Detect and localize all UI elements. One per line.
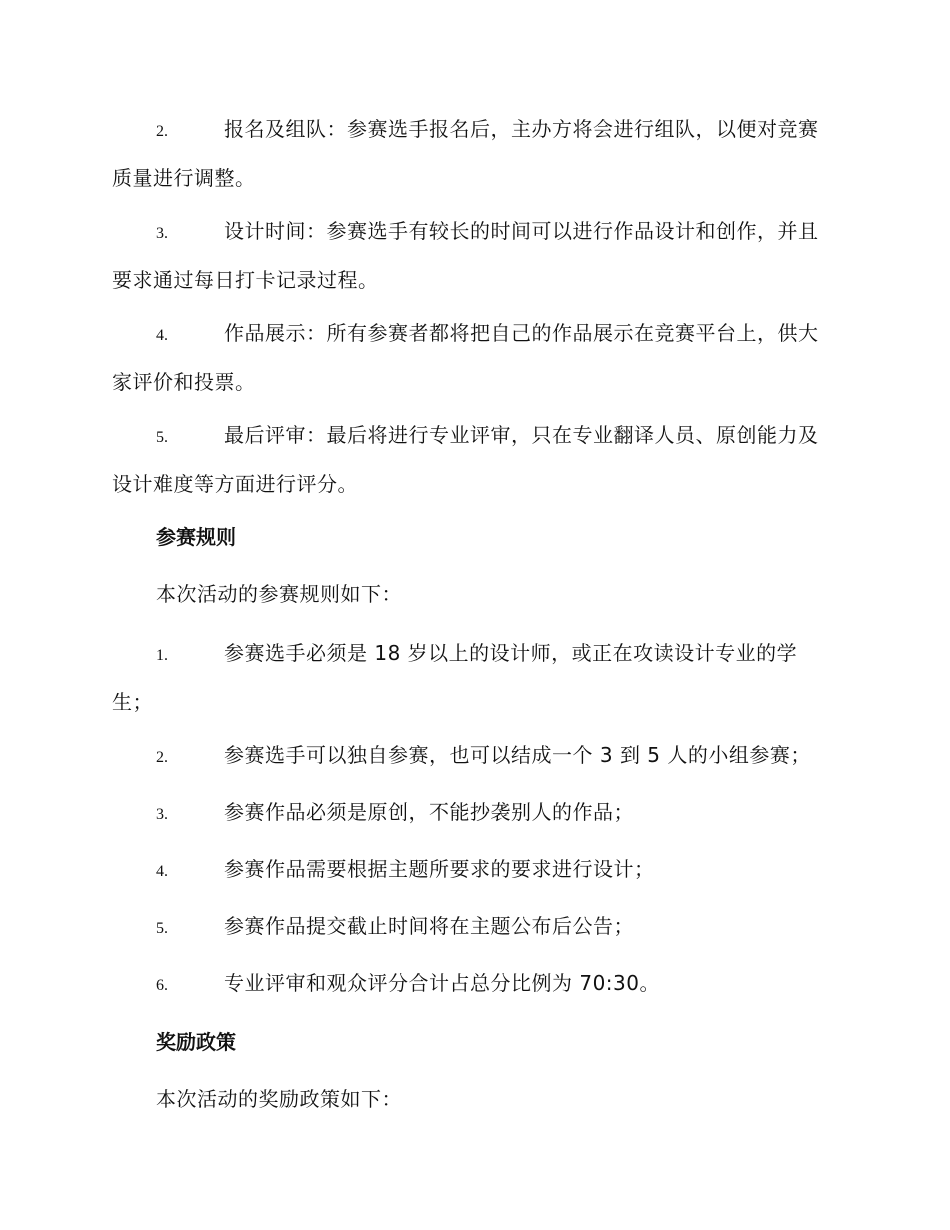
process-item: [112, 310, 834, 405]
rule-item: [112, 732, 834, 781]
item-number: 4.: [156, 327, 168, 344]
item-text: 最后评审：最后将进行专业评审，只在专业翻译人员、原创能力及设计难度等方面进行评分。: [112, 423, 819, 496]
item-number: 4.: [156, 863, 168, 880]
section-heading-awards: 奖励政策: [156, 1030, 236, 1054]
section-heading-rules: 参赛规则: [156, 525, 236, 549]
item-number: 6.: [156, 977, 168, 994]
item-number: 1.: [156, 647, 168, 664]
rule-item: [112, 903, 834, 952]
rule-item: [112, 846, 834, 895]
awards-intro: 本次活动的奖励政策如下：: [156, 1087, 402, 1111]
item-text: 设计时间：参赛选手有较长的时间可以进行作品设计和创作，并且要求通过每日打卡记录过程。: [112, 219, 819, 292]
rules-intro: 本次活动的参赛规则如下：: [156, 582, 402, 606]
process-item: [112, 106, 834, 201]
rule-item: [112, 960, 834, 1009]
item-number: 5.: [156, 920, 168, 937]
item-number: 3.: [156, 806, 168, 823]
item-text: 参赛选手必须是 18 岁以上的设计师，或正在攻读设计专业的学生；: [112, 641, 798, 714]
rule-item: [112, 630, 834, 725]
item-text: 报名及组队：参赛选手报名后，主办方将会进行组队，以便对竞赛质量进行调整。: [112, 117, 819, 190]
item-text: 作品展示：所有参赛者都将把自己的作品展示在竞赛平台上，供大家评价和投票。: [112, 321, 819, 394]
rule-item: [112, 789, 834, 838]
process-item: [112, 412, 834, 507]
item-text: 专业评审和观众评分合计占总分比例为 70:30。: [224, 971, 660, 995]
item-number: 5.: [156, 429, 168, 446]
item-text: 参赛选手可以独自参赛，也可以结成一个 3 到 5 人的小组参赛；: [224, 743, 811, 767]
item-number: 2.: [156, 749, 168, 766]
item-number: 3.: [156, 225, 168, 242]
item-text: 参赛作品必须是原创，不能抄袭别人的作品；: [224, 800, 634, 824]
item-text: 参赛作品需要根据主题所要求的要求进行设计；: [224, 857, 655, 881]
item-number: 2.: [156, 123, 168, 140]
item-text: 参赛作品提交截止时间将在主题公布后公告；: [224, 914, 634, 938]
process-item: [112, 208, 834, 303]
